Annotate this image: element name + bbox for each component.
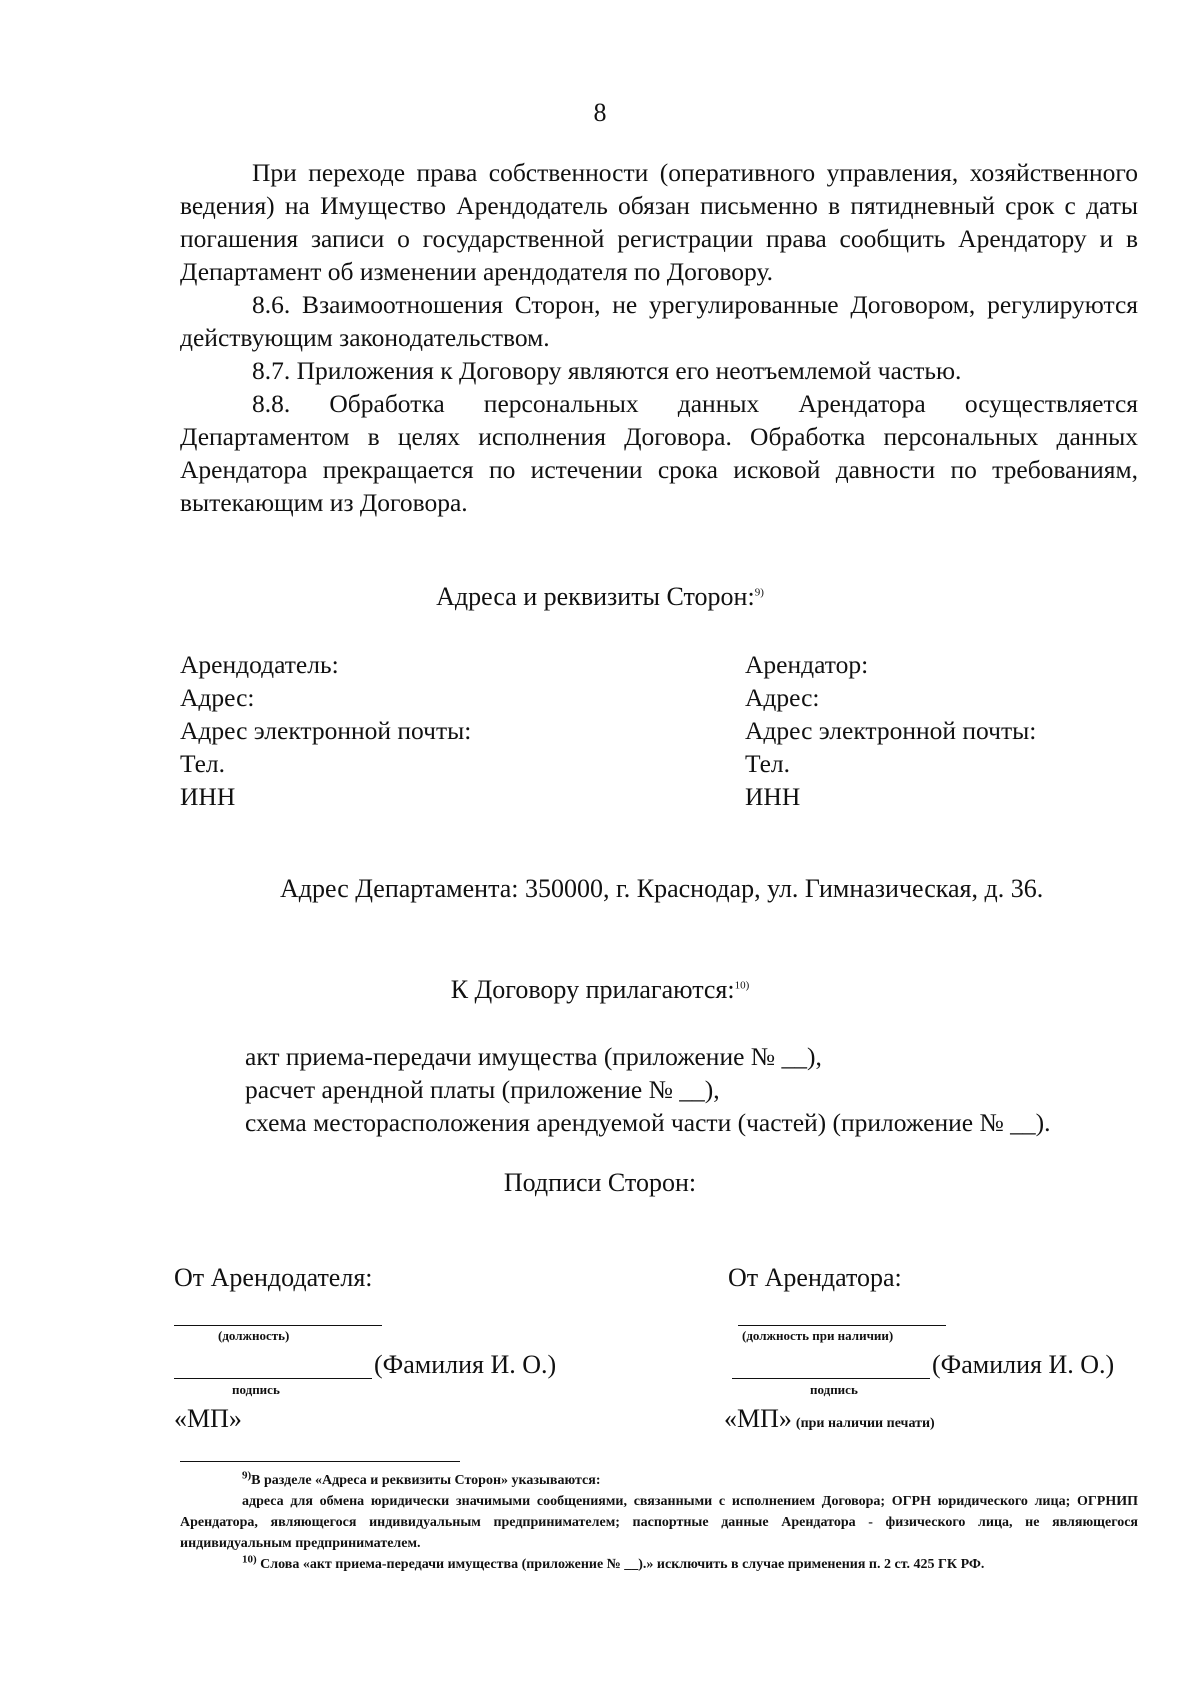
addresses-title-text: Адреса и реквизиты Сторон: (436, 582, 755, 611)
tenant-stamp: «МП» (724, 1404, 792, 1433)
paragraph-8-8: 8.8. Обработка персональных данных Арендатора осуществляется Департаментом в целях исполнения Договора. Обработка персональных данных Арендатора прекращается по истечении срока исковой давности по требованиям, вытекающим из Договора. (180, 389, 1138, 517)
attachment-item: акт приема-передачи имущества (приложение № __), (245, 1042, 822, 1071)
landlord-stamp: «МП» (174, 1404, 242, 1433)
landlord-position-label: (должность) (218, 1328, 290, 1343)
landlord-address-label: Адрес: (180, 683, 255, 712)
tenant-position-label: (должность при наличии) (742, 1328, 894, 1343)
landlord-name-label: (Фамилия И. О.) (374, 1350, 557, 1379)
tenant-details (745, 648, 1036, 813)
landlord-inn-label: ИНН (180, 782, 236, 811)
paragraph-ownership-transfer: При переходе права собственности (оперативного управления, хозяйственного ведения) на Имущество Арендодатель обязан письменно в пятидневный срок с даты погашения записи о государственной регистрации права сообщить Арендатору и в Департамент об изменении арендодателя по Договору. (180, 158, 1138, 286)
tenant-phone-label: Тел. (745, 749, 791, 778)
attachment-item: расчет арендной платы (приложение № __), (245, 1075, 720, 1104)
landlord-position-line (174, 1325, 382, 1326)
addresses-section-title (0, 582, 1200, 612)
footnotes (180, 1470, 1138, 1575)
footnote-9-text: адреса для обмена юридически значимыми сообщениями, связанными с исполнением Договора; ОГРН юридического лица; ОГРНИП Арендатора, являющегося индивидуальным предпринимателем; паспортные данные Арендатора - физического лица, не являющегося индивидуальным предпринимателем. (180, 1494, 1138, 1551)
contract-body (180, 156, 1138, 519)
landlord-signature-label: подпись (232, 1382, 280, 1397)
attachments-list (245, 1040, 1051, 1139)
footnote-ref-9: 9) (754, 586, 764, 599)
tenant-stamp-line (724, 1404, 935, 1434)
department-address: Адрес Департамента: 350000, г. Краснодар, ул. Гимназическая, д. 36. (280, 874, 1044, 903)
landlord-details (180, 648, 471, 813)
tenant-stamp-note: (при наличии печати) (795, 1416, 935, 1431)
footnote-10 (180, 1554, 1138, 1575)
footnote-9-mark: 9) (242, 1469, 252, 1482)
footnote-ref-10: 10) (734, 979, 750, 992)
landlord-heading: Арендодатель: (180, 650, 339, 679)
tenant-position-line (738, 1325, 946, 1326)
attachments-section-title (0, 975, 1200, 1005)
tenant-inn-label: ИНН (745, 782, 801, 811)
tenant-address-label: Адрес: (745, 683, 820, 712)
footnote-separator (180, 1461, 460, 1462)
page-number: 8 (593, 98, 607, 127)
tenant-heading: Арендатор: (745, 650, 869, 679)
tenant-email-label: Адрес электронной почты: (745, 716, 1037, 745)
landlord-phone-label: Тел. (180, 749, 226, 778)
tenant-signature-label: подпись (810, 1382, 858, 1397)
landlord-email-label: Адрес электронной почты: (180, 716, 472, 745)
attachments-title-text: К Договору прилагаются: (450, 975, 735, 1004)
footnote-9-heading (180, 1470, 1138, 1491)
tenant-signature-line (732, 1378, 930, 1379)
signatures-section-title: Подписи Сторон: (503, 1168, 697, 1197)
tenant-name-label: (Фамилия И. О.) (932, 1350, 1115, 1379)
landlord-sign-heading: От Арендодателя: (174, 1263, 373, 1292)
footnote-10-mark: 10) (242, 1553, 257, 1566)
footnote-9-intro: В разделе «Адреса и реквизиты Сторон» указываются: (251, 1473, 601, 1488)
landlord-signature-line (174, 1378, 372, 1379)
paragraph-8-7: 8.7. Приложения к Договору являются его неотъемлемой частью. (252, 356, 962, 385)
footnote-10-text: Слова «акт приема-передачи имущества (приложение № __).» исключить в случае применения п. 2 ст. 425 ГК РФ. (260, 1557, 985, 1572)
tenant-sign-heading: От Арендатора: (728, 1263, 902, 1292)
paragraph-8-6: 8.6. Взаимоотношения Сторон, не урегулированные Договором, регулируются действующим законодательством. (180, 290, 1138, 352)
attachment-item: схема месторасположения арендуемой части (частей) (приложение № __). (245, 1108, 1051, 1137)
